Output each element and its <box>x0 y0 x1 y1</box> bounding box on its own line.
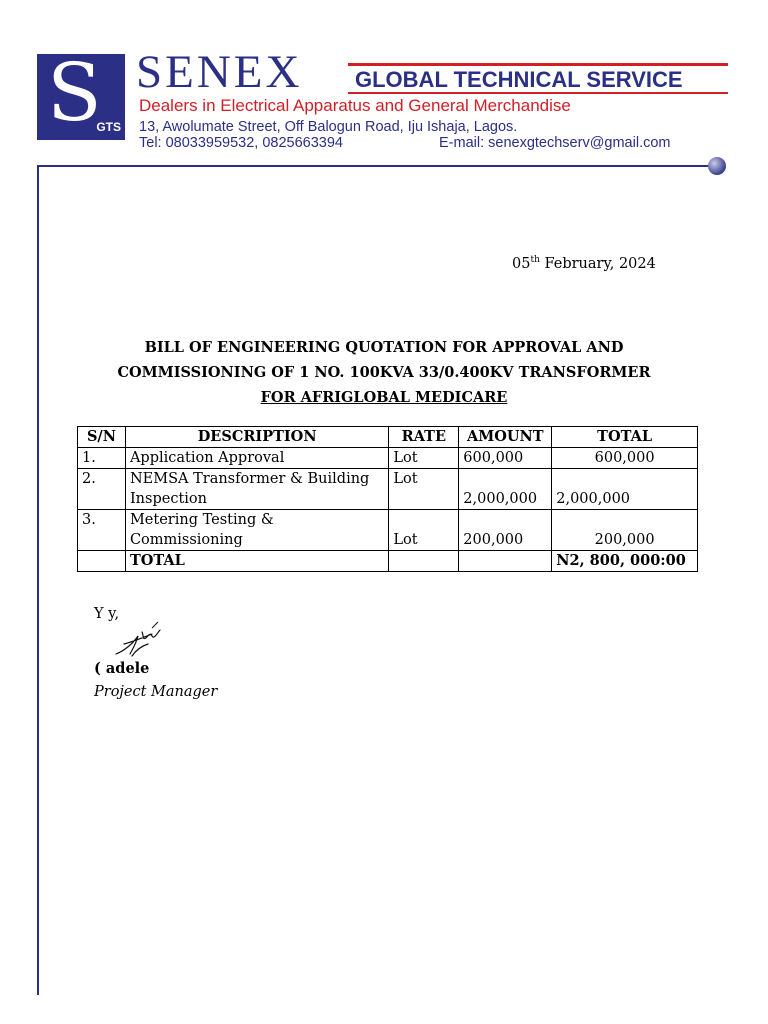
closing-salutation: Y y, <box>94 606 120 622</box>
company-name: GLOBAL TECHNICAL SERVICE <box>355 67 683 92</box>
row-sn: 2. <box>78 469 126 510</box>
row-total: 2,000,000 <box>552 469 698 510</box>
row-rate: Lot <box>389 469 459 510</box>
title-line-3: FOR AFRIGLOBAL MEDICARE <box>260 389 508 406</box>
telephone-line: Tel: 08033959532, 0825663394 <box>139 135 343 151</box>
total-label: TOTAL <box>125 551 388 572</box>
date-suffix: th <box>530 255 540 265</box>
date-day: 05 <box>512 255 531 272</box>
signatory-role: Project Manager <box>94 684 218 700</box>
document-title <box>90 335 678 410</box>
letter-date <box>512 250 656 274</box>
margin-rule <box>37 165 39 995</box>
title-line-1: BILL OF ENGINEERING QUOTATION FOR APPROVAL AND <box>144 339 624 356</box>
table-total-row <box>78 551 698 572</box>
row-amount: 2,000,000 <box>459 469 552 510</box>
table-row <box>78 469 698 510</box>
total-rate-empty <box>389 551 459 572</box>
quotation-table <box>77 426 698 572</box>
row-total: 600,000 <box>552 448 698 469</box>
letterhead-rule <box>37 165 711 167</box>
row-rate: Lot <box>389 510 459 551</box>
total-sn-empty <box>78 551 126 572</box>
brand-name: SENEX <box>136 46 303 98</box>
company-logo <box>37 46 125 140</box>
signature <box>112 610 172 662</box>
row-amount: 600,000 <box>459 448 552 469</box>
row-amount: 200,000 <box>459 510 552 551</box>
row-sn: 1. <box>78 448 126 469</box>
email-line: E-mail: senexgtechserv@gmail.com <box>439 135 671 151</box>
divider <box>348 92 728 94</box>
grand-total: N2, 800, 000:00 <box>552 551 698 572</box>
table-header-row <box>78 427 698 448</box>
logo-letter: S <box>47 46 102 139</box>
row-sn: 3. <box>78 510 126 551</box>
total-amount-empty <box>459 551 552 572</box>
table-row <box>78 448 698 469</box>
table-row <box>78 510 698 551</box>
signatory-name: ( adele <box>94 660 150 677</box>
date-rest: February, 2024 <box>539 255 656 272</box>
header-rate: RATE <box>389 427 459 448</box>
dealers-line: Dealers in Electrical Apparatus and General Merchandise <box>139 96 571 115</box>
header-sn: S/N <box>78 427 126 448</box>
title-line-2: COMMISSIONING OF 1 NO. 100KVA 33/0.400KV TRANSFORMER <box>117 364 651 381</box>
address-line: 13, Awolumate Street, Off Balogun Road, Iju Ishaja, Lagos. <box>139 119 518 135</box>
row-total: 200,000 <box>552 510 698 551</box>
header-description: DESCRIPTION <box>125 427 388 448</box>
logo-sub: GTS <box>96 120 121 134</box>
rule-end-dot <box>708 157 726 175</box>
row-description: Metering Testing & Commissioning <box>125 510 388 551</box>
header-total: TOTAL <box>552 427 698 448</box>
row-description: NEMSA Transformer & Building Inspection <box>125 469 388 510</box>
row-rate: Lot <box>389 448 459 469</box>
row-description: Application Approval <box>125 448 388 469</box>
divider <box>348 63 728 66</box>
header-amount: AMOUNT <box>459 427 552 448</box>
